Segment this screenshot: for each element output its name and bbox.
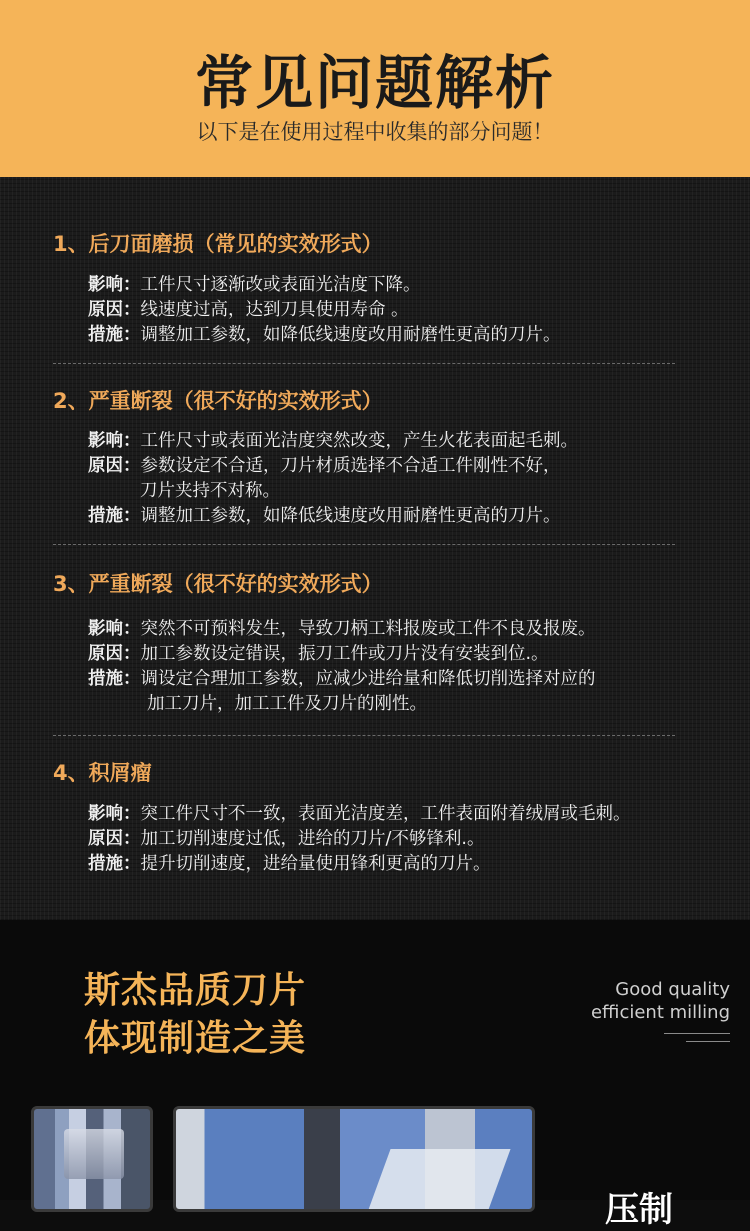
promo-headline-1: 斯杰品质刀片 [84, 970, 307, 1011]
faq-line-text: 线速度过高，达到刀具使用寿命 。 [140, 300, 409, 320]
faq-line-measure [88, 502, 561, 527]
faq-line-label: 措施： [88, 854, 141, 874]
faq-line-label: 影响： [88, 619, 141, 639]
faq-line-label: 原因： [88, 829, 141, 849]
faq-line-impact [88, 800, 631, 825]
faq-line-label: 影响： [88, 804, 141, 824]
faq-line-label: 原因： [88, 300, 141, 320]
faq-line-impact [88, 271, 421, 296]
faq-line-continuation [140, 477, 280, 502]
promo-rule [686, 1041, 730, 1042]
promo-headline-2: 体现制造之美 [84, 1018, 307, 1059]
faq-line-impact [88, 427, 578, 452]
product-photo-center [173, 1106, 535, 1212]
faq-line-text: 加工切削速度过低，进给的刀片/不够锋利.。 [140, 829, 485, 849]
faq-line-measure [88, 321, 561, 346]
faq-line-text: 刀片夹持不对称。 [140, 481, 280, 501]
faq-item-title: 4、积屑瘤 [53, 761, 152, 785]
faq-line-label: 措施： [88, 325, 141, 345]
header-banner [0, 0, 750, 177]
faq-line-label: 影响： [88, 431, 141, 451]
faq-line-text: 突然不可预料发生，导致刀柄工料报废或工件不良及报废。 [140, 619, 596, 639]
faq-line-label: 措施： [88, 506, 141, 526]
promo-partial-heading: 压制 [605, 1190, 673, 1230]
faq-line-text: 调整加工参数，如降低线速度改用耐磨性更高的刀片。 [140, 325, 561, 345]
faq-line-label: 原因： [88, 456, 141, 476]
promo-english-1: Good quality [615, 979, 730, 1000]
product-photo-left [31, 1106, 153, 1212]
divider [53, 363, 675, 364]
faq-line-label: 措施： [88, 669, 141, 689]
faq-line-continuation [147, 690, 427, 715]
faq-line-text: 突工件尺寸不一致，表面光洁度差，工件表面附着绒屑或毛刺。 [140, 804, 631, 824]
faq-line-cause [88, 825, 484, 850]
divider [53, 735, 675, 736]
faq-item-title: 3、严重断裂（很不好的实效形式） [53, 572, 383, 596]
faq-item-title: 1、后刀面磨损（常见的实效形式） [53, 232, 383, 256]
faq-line-label: 原因： [88, 644, 141, 664]
divider [53, 544, 675, 545]
faq-line-measure [88, 665, 596, 690]
faq-line-text: 调整加工参数，如降低线速度改用耐磨性更高的刀片。 [140, 506, 561, 526]
faq-line-measure [88, 850, 491, 875]
faq-line-text: 加工参数设定错误，振刀工件或刀片没有安装到位.。 [140, 644, 549, 664]
faq-line-impact [88, 615, 596, 640]
faq-line-label: 影响： [88, 275, 141, 295]
page-title: 常见问题解析 [194, 49, 555, 117]
promo-rule [664, 1033, 730, 1034]
page-subtitle: 以下是在使用过程中收集的部分问题！ [196, 120, 554, 144]
faq-line-text: 工件尺寸或表面光洁度突然改变，产生火花表面起毛刺。 [140, 431, 578, 451]
faq-line-cause [88, 296, 409, 321]
faq-line-text: 调设定合理加工参数，应减少进给量和降低切削选择对应的 [140, 669, 596, 689]
faq-section [0, 177, 750, 920]
faq-line-text: 参数设定不合适，刀片材质选择不合适工件刚性不好， [140, 456, 561, 476]
faq-line-text: 工件尺寸逐渐改或表面光洁度下降。 [140, 275, 421, 295]
faq-line-text: 加工刀片，加工工件及刀片的刚性。 [147, 694, 427, 714]
promo-english-2: efficient milling [590, 1002, 730, 1023]
faq-line-text: 提升切削速度，进给量使用锋利更高的刀片。 [140, 854, 491, 874]
faq-item-title: 2、严重断裂（很不好的实效形式） [53, 389, 383, 413]
faq-line-cause [88, 452, 561, 477]
faq-line-cause [88, 640, 549, 665]
